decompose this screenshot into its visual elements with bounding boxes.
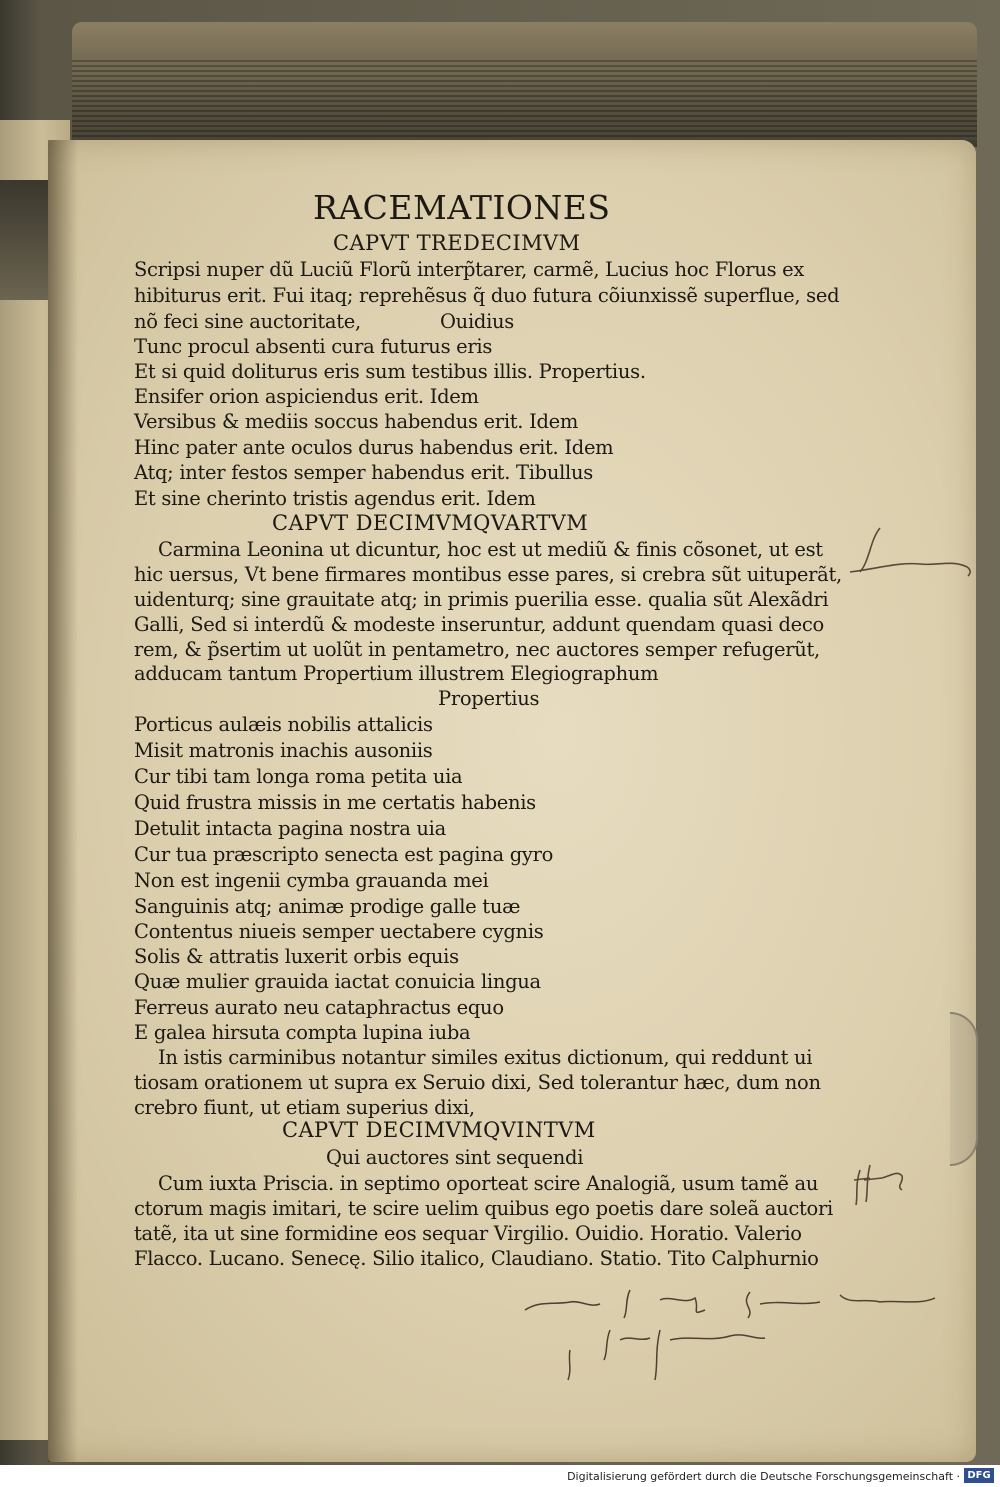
verse-line: Contentus niueis semper uectabere cygnis <box>134 920 544 943</box>
marginalia-bottom <box>520 1280 950 1390</box>
footer-credit: Digitalisierung gefördert durch die Deutsche Forschungsgemeinschaft · <box>567 1470 960 1483</box>
chapter-subtitle: Qui auctores sint sequendi <box>326 1146 584 1169</box>
verse-line: Detulit intacta pagina nostra uia <box>134 817 446 840</box>
text-line: Galli, Sed si interdũ & modeste inseruntur, addunt quendam quasi deco <box>134 613 824 636</box>
author-label-ovidius: Ouidius <box>440 310 514 333</box>
author-label-propertius: Propertius <box>438 687 540 710</box>
text-line: Flacco. Lucano. Senecę. Silio italico, Claudiano. Statio. Tito Calphurnio <box>134 1247 819 1270</box>
verse-line: Cur tibi tam longa roma petita uia <box>134 765 463 788</box>
text-line: adducam tantum Propertium illustrem Elegiographum <box>134 662 659 685</box>
marginalia-leonina <box>840 520 980 590</box>
text-line: crebro fiunt, ut etiam superius dixi, <box>134 1096 475 1119</box>
verse-line: Tunc procul absenti cura futurus eris <box>134 335 493 358</box>
chapter-heading-15: CAPVT DECIMVMQVINTVM <box>282 1118 596 1142</box>
text-line: nõ feci sine auctoritate, <box>134 310 361 333</box>
text-line: Cum iuxta Priscia. in septimo oporteat scire Analogiã, usum tamẽ au <box>158 1172 819 1195</box>
text-line: Scripsi nuper dũ Luciũ Florũ interp̃tarer, carmẽ, Lucius hoc Florus ex <box>134 258 805 281</box>
verse-line: Et si quid doliturus eris sum testibus illis. Propertius. <box>134 360 646 383</box>
marginalia-note <box>850 1150 930 1210</box>
verse-line: Porticus aulæis nobilis attalicis <box>134 713 433 736</box>
verse-line: Non est ingenii cymba grauanda mei <box>134 869 489 892</box>
text-line: In istis carminibus notantur similes exitus dictionum, qui reddunt ui <box>158 1046 813 1069</box>
text-line: ctorum magis imitari, te scire uelim quibus ego poetis dare soleã auctori <box>134 1197 833 1220</box>
verse-line: Sanguinis atq; animæ prodige galle tuæ <box>134 895 521 918</box>
verse-line: E galea hirsuta compta lupina iuba <box>134 1021 471 1044</box>
verse-line: Ensifer orion aspiciendus erit. Idem <box>134 385 479 408</box>
verse-line: Cur tua præscripto senecta est pagina gyro <box>134 843 554 866</box>
text-line: uidenturq; sine grauitate atq; in primis puerilia esse. qualia sũt Alexãdri <box>134 588 829 611</box>
text-line: tiosam orationem ut supra ex Seruio dixi, Sed tolerantur hæc, dum non <box>134 1071 821 1094</box>
verse-line: Quid frustra missis in me certatis habenis <box>134 791 536 814</box>
verse-line: Misit matronis inachis ausoniis <box>134 739 433 762</box>
page-clip <box>950 1012 978 1166</box>
text-line: hic uersus, Vt bene firmares montibus esse pares, si crebra sũt uituperãt, <box>134 563 842 586</box>
verse-line: Solis & attratis luxerit orbis equis <box>134 945 459 968</box>
chapter-heading-13: CAPVT TREDECIMVM <box>333 231 581 255</box>
page-gutter-shadow <box>48 140 78 1462</box>
verse-line: Ferreus aurato neu cataphractus equo <box>134 996 504 1019</box>
text-line: tatẽ, ita ut sine formidine eos sequar Virgilio. Ouidio. Horatio. Valerio <box>134 1222 802 1245</box>
chapter-heading-14: CAPVT DECIMVMQVARTVM <box>272 511 589 535</box>
page-title: RACEMATIONES <box>313 188 611 227</box>
verse-line: Quæ mulier grauida iactat conuicia lingua <box>134 970 541 993</box>
text-line: hibiturus erit. Fui itaq; reprehẽsus q̃ duo futura cõiunxissẽ superflue, sed <box>134 284 840 307</box>
verse-line: Atq; inter festos semper habendus erit. Tibullus <box>134 461 593 484</box>
text-line: Carmina Leonina ut dicuntur, hoc est ut mediũ & finis cõsonet, ut est <box>158 538 823 561</box>
verse-line: Et sine cherinto tristis agendus erit. Idem <box>134 487 536 510</box>
verse-line: Versibus & mediis soccus habendus erit. Idem <box>134 410 579 433</box>
dfg-logo: DFG <box>964 1468 994 1483</box>
book-page-edges <box>72 60 977 140</box>
text-line: rem, & p̃sertim ut uolũt in pentametro, nec auctores semper refugerũt, <box>134 638 820 661</box>
verse-line: Hinc pater ante oculos durus habendus erit. Idem <box>134 436 614 459</box>
